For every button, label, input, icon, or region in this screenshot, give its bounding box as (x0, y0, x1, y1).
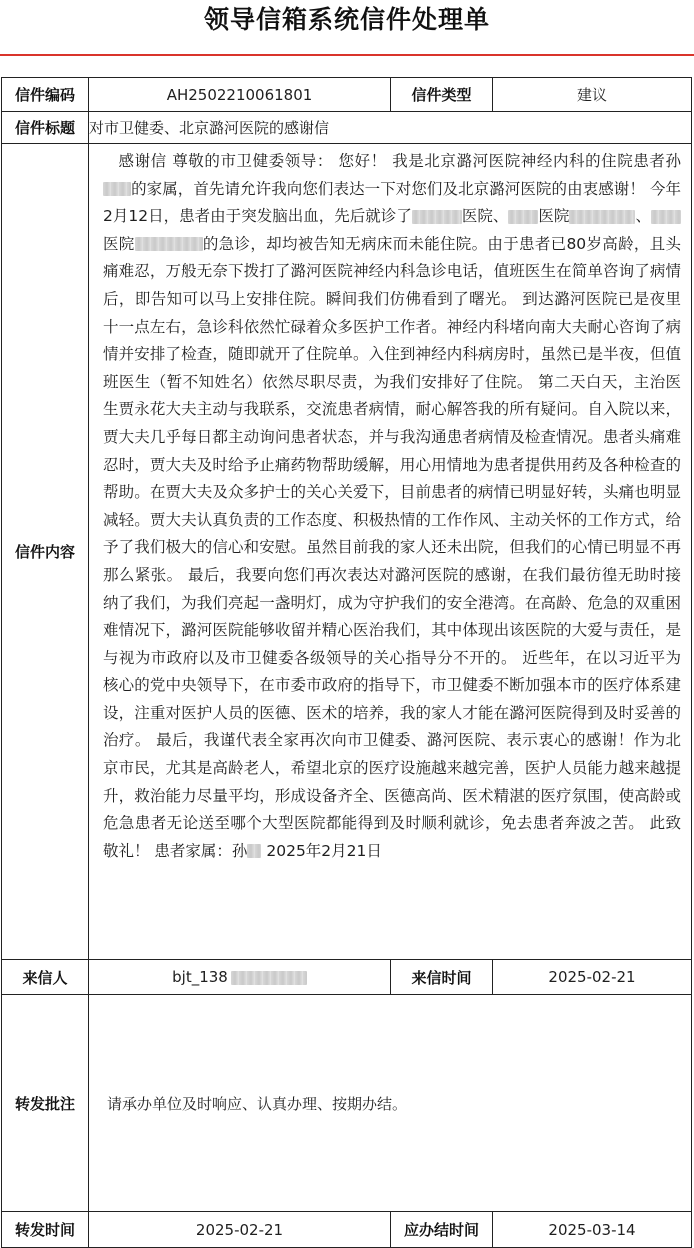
redacted-hospital (412, 210, 462, 224)
content-label: 信件内容 (2, 144, 89, 960)
content-part: 医院 (538, 207, 570, 226)
content-part: 医院、 (461, 207, 509, 226)
document-title: 领导信箱系统信件处理单 (203, 5, 490, 34)
sender-cell (89, 960, 391, 995)
code-label: 信件编码 (2, 78, 89, 112)
content-part: 的家属，首先请允许我向您们表达一下对您们及北京潞河医院的由衷感谢！ 今年2月12日，患者由于突发脑出血，先后就诊了 (103, 179, 681, 226)
sender-value: bjt_138 (172, 968, 228, 986)
row-code (2, 78, 692, 112)
type-label: 信件类型 (391, 78, 493, 112)
subject-label: 信件标题 (2, 112, 89, 144)
sender-label: 来信人 (2, 960, 89, 995)
row-sender (2, 960, 692, 995)
content-part: 医院 (103, 234, 135, 253)
content-part: 的急诊，却均被告知无病床而未能住院。由于患者已80岁高龄，且头痛难忍，万般无奈下拨打了潞河医院神经内科急诊电话，值班医生在简单咨询了病情后，即告知可以马上安排住院。瞬间我们仿佛看到了曙光。 到达潞河医院已是夜里十一点左右，急诊科依然忙碌着众多医护工作者。神经内科堵向南大夫耐心咨询了病情并安排了检查，随即就开了住院单。入住到神经内科病房时，虽然已是半夜，但值班医生（暂不知姓名）依然尽职尽责，为我们安排好了住院。 第二天白天，主治医生贾永花大夫主动与我联系，交流患者病情，耐心解答我的所有疑问。自入院以来，贾大夫几乎每日都主动询问患者状态，并与我沟通患者病情及检查情况。患者头痛难忍时，贾大夫及时给予止痛药物帮助缓解，用心用情地为患者提供用药及各种检查的帮助。在贾大夫及众多护士的关心关爱下，目前患者的病情已明显好转，头痛也明显减轻。贾大夫认真负责的工作态度、积极热情的工作作风、主动关怀的工作方式，给予了我们极大的信心和安慰。虽然目前我的家人还未出院，但我们的心情已明显不再那么紧张。 最后，我要向您们再次表达对潞河医院的感谢，在我们最彷徨无助时接纳了我们，为我们亮起一盏明灯，成为守护我们的安全港湾。在高龄、危急的双重困难情况下，潞河医院能够收留并精心医治我们，其中体现出该医院的大爱与责任，是与视为市政府以及市卫健委各级领导的关心指导分不开的。 近些年，在以习近平为核心的党中央领导下，在市委市政府的指导下，市卫健委不断加强本市的医疗体系建设，注重对医护人员的医德、医术的培养，我的家人才能在潞河医院得到及时妥善的治疗。 最后，我谨代表全家再次向市卫健委、潞河医院、表示衷心的感谢！作为北京市民，尤其是高龄老人，希望北京的医疗设施越来越完善，医护人员能力越来越提升，救治能力尽量平均，形成设备齐全、医德高尚、医术精湛的医疗氛围，使高龄或危急患者无论送至哪个大型医院都能得到及时顺利就诊，免去患者奔波之苦。 此致 敬礼！ 患者家属：孙 (103, 234, 681, 860)
redacted-phone (231, 971, 307, 985)
note-value: 请承办单位及时响应、认真办理、按期办结。 (107, 1094, 408, 1113)
type-value: 建议 (493, 78, 692, 112)
note-cell (89, 995, 692, 1212)
due-value: 2025-03-14 (493, 1212, 692, 1248)
note-label: 转发批注 (2, 995, 89, 1212)
redacted-name (103, 182, 131, 196)
forward-label: 转发时间 (2, 1212, 89, 1248)
redacted-hospital (651, 210, 681, 224)
forward-value: 2025-02-21 (89, 1212, 391, 1248)
subject-value: 对市卫健委、北京潞河医院的感谢信 (89, 112, 692, 144)
redacted-hospital (569, 210, 635, 224)
title-divider (0, 54, 694, 56)
row-content (2, 144, 692, 960)
content-cell (89, 144, 692, 960)
content-part: 、 (635, 207, 651, 226)
redacted-name (247, 844, 261, 858)
redacted-hospital (135, 237, 203, 251)
row-forward (2, 1212, 692, 1248)
row-note (2, 995, 692, 1212)
letter-content (89, 144, 691, 869)
code-value: AH2502210061801 (89, 78, 391, 112)
redacted-hospital (508, 210, 538, 224)
content-part: 感谢信 尊敬的市卫健委领导： 您好！ 我是北京潞河医院神经内科的住院患者孙 (118, 152, 681, 170)
due-label: 应办结时间 (391, 1212, 493, 1248)
row-subject (2, 112, 692, 144)
date-label: 来信时间 (391, 960, 493, 995)
content-part: 2025年2月21日 (261, 841, 382, 860)
date-value: 2025-02-21 (493, 960, 692, 995)
letter-form-table (1, 77, 692, 1248)
